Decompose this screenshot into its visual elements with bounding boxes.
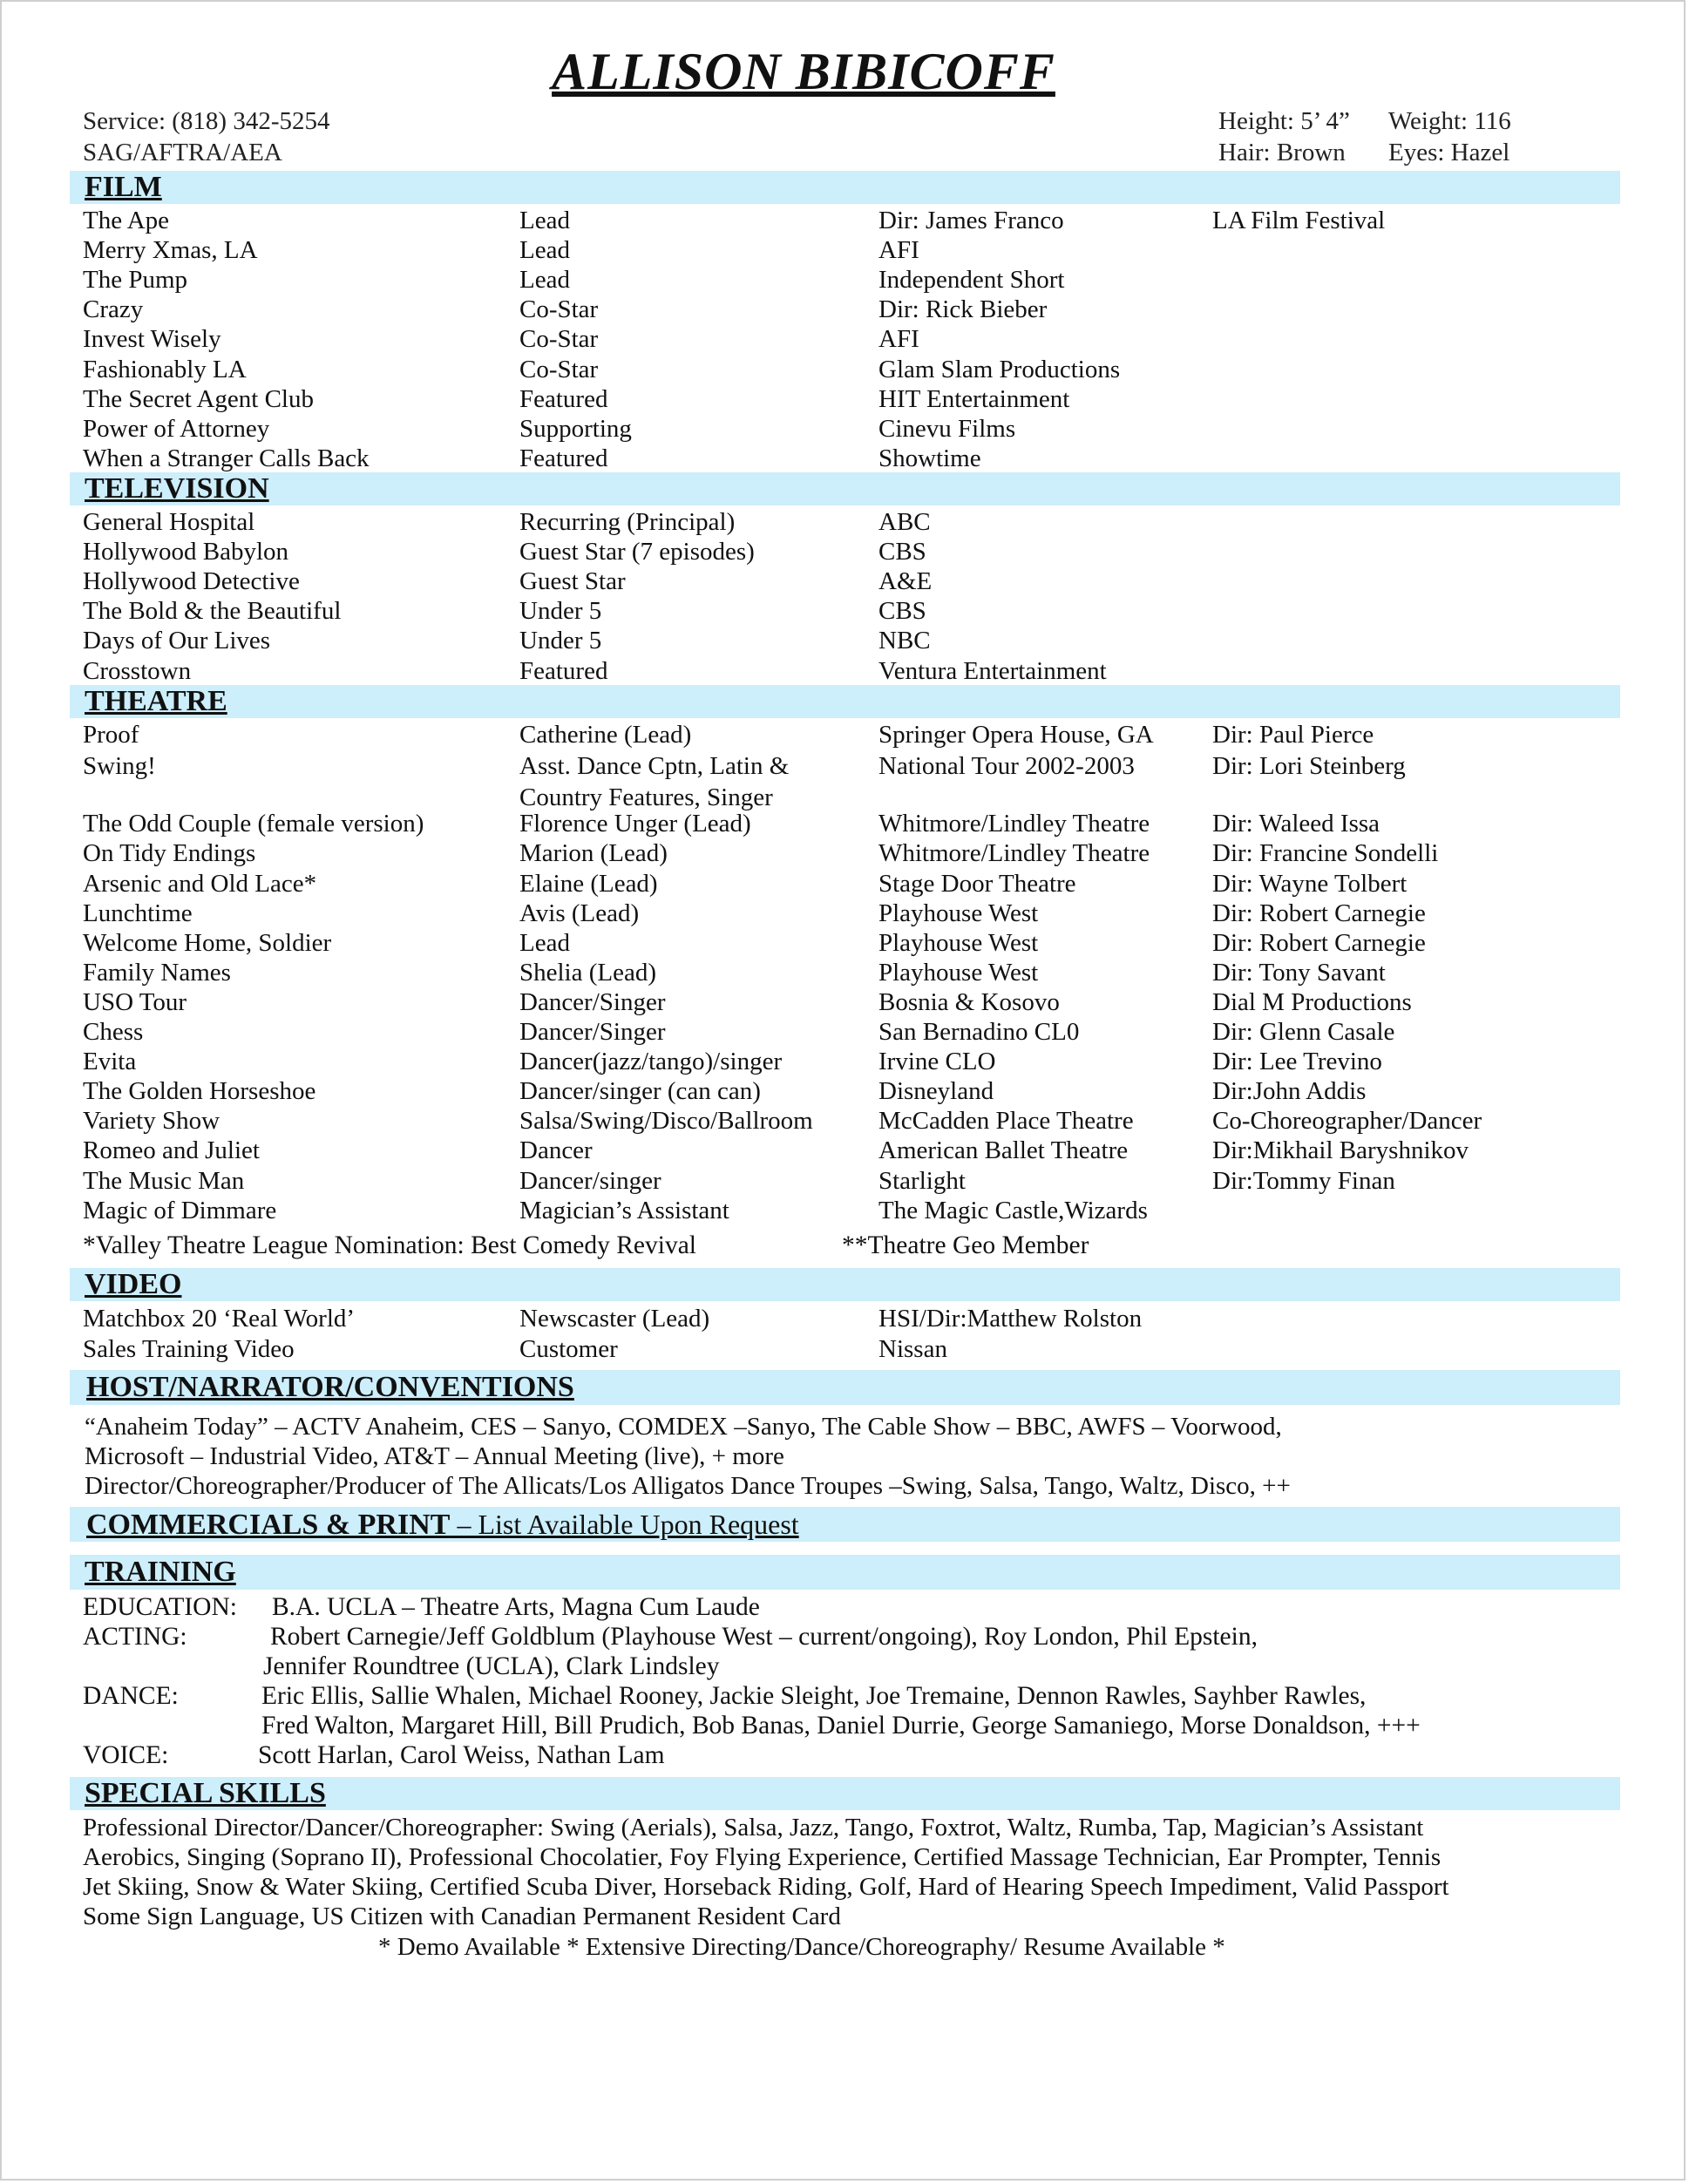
credit-venue: AFI — [878, 236, 919, 265]
credit-venue: A&E — [878, 567, 933, 596]
credit-venue: CBS — [878, 538, 926, 566]
credit-title: The Secret Agent Club — [83, 384, 314, 413]
credit-role: Newscaster (Lead) — [519, 1305, 710, 1333]
credit-row — [2, 1047, 1689, 1076]
theatre-section-title: THEATRE — [85, 685, 227, 717]
credit-venue: Playhouse West — [878, 928, 1039, 957]
credit-title: Fashionably LA — [83, 355, 247, 383]
credit-venue: Cinevu Films — [878, 414, 1016, 443]
credit-director: Dir: Wayne Tolbert — [1212, 869, 1408, 898]
credit-row — [2, 596, 1689, 626]
credit-venue: Ventura Entertainment — [878, 656, 1107, 685]
credit-director: Dir: Lori Steinberg — [1212, 752, 1406, 781]
credit-role: Under 5 — [519, 627, 602, 655]
skills-line: Jet Skiing, Snow & Water Skiing, Certified Scuba Diver, Horseback Riding, Golf, Hard of Hearing Speech Impediment, Valid Passport — [83, 1873, 1449, 1901]
credit-title: Power of Attorney — [83, 414, 270, 443]
service-phone: Service: (818) 342-5254 — [83, 107, 330, 135]
credit-row — [2, 751, 1689, 781]
credit-role: Guest Star — [519, 567, 626, 596]
credit-venue: San Bernadino CL0 — [878, 1018, 1080, 1046]
credit-title: Invest Wisely — [83, 325, 221, 354]
education-detail: B.A. UCLA – Theatre Arts, Magna Cum Laude — [272, 1593, 760, 1621]
credit-venue: National Tour 2002-2003 — [878, 752, 1135, 781]
credit-title: Proof — [83, 721, 139, 749]
credit-role: Catherine (Lead) — [519, 721, 692, 749]
video-section-bar — [70, 1268, 1620, 1301]
credit-title: When a Stranger Calls Back — [83, 444, 370, 472]
credit-row — [2, 324, 1689, 354]
credit-row — [2, 355, 1689, 384]
education-label: EDUCATION: — [83, 1593, 237, 1621]
credit-role: Shelia (Lead) — [519, 958, 657, 987]
credit-title: Evita — [83, 1048, 137, 1076]
credit-role: Magician’s Assistant — [519, 1196, 729, 1224]
credit-title: The Music Man — [83, 1166, 245, 1195]
credit-title: The Pump — [83, 266, 188, 295]
credit-venue: HIT Entertainment — [878, 384, 1070, 413]
credit-title: Crosstown — [83, 656, 192, 685]
video-section-title: VIDEO — [85, 1268, 182, 1300]
television-section-title: TELEVISION — [85, 472, 269, 505]
credit-venue: CBS — [878, 597, 926, 626]
credit-venue: Dir: Rick Bieber — [878, 295, 1048, 324]
credit-title: Swing! — [83, 752, 156, 781]
host-line: Microsoft – Industrial Video, AT&T – Annual Meeting (live), + more — [85, 1442, 784, 1470]
height-stat: Height: 5’ 4” — [1218, 107, 1350, 135]
credit-role: Avis (Lead) — [519, 899, 640, 927]
credit-venue: NBC — [878, 627, 931, 655]
credit-director: Dir: Paul Pierce — [1212, 721, 1374, 749]
credit-role: Dancer/singer (can can) — [519, 1077, 761, 1106]
credit-title: Merry Xmas, LA — [83, 236, 258, 265]
training-section-bar — [70, 1555, 1620, 1590]
film-section-bar — [70, 171, 1620, 204]
weight-stat: Weight: 116 — [1388, 107, 1511, 135]
credit-row — [2, 265, 1689, 295]
credit-row — [2, 809, 1689, 838]
credit-title: The Golden Horseshoe — [83, 1077, 316, 1106]
voice-teachers: Scott Harlan, Carol Weiss, Nathan Lam — [258, 1741, 665, 1769]
credit-title: Days of Our Lives — [83, 627, 271, 655]
credit-director: Dir:Mikhail Baryshnikov — [1212, 1136, 1469, 1165]
credit-row — [2, 987, 1689, 1017]
credit-role: Lead — [519, 207, 570, 234]
credit-row — [2, 1106, 1689, 1136]
credit-role: Salsa/Swing/Disco/Ballroom — [519, 1107, 813, 1136]
hair-stat: Hair: Brown — [1218, 139, 1346, 166]
theatre-geo-note: **Theatre Geo Member — [842, 1231, 1089, 1259]
credit-venue: Glam Slam Productions — [878, 355, 1121, 383]
credit-title: Lunchtime — [83, 899, 193, 927]
credit-title: Crazy — [83, 295, 144, 324]
commercials-section-title — [86, 1508, 799, 1542]
credit-role: Customer — [519, 1335, 618, 1363]
credit-title: Chess — [83, 1018, 144, 1046]
credit-venue: ABC — [878, 508, 931, 536]
credit-director: LA Film Festival — [1212, 207, 1386, 234]
credit-role: Supporting — [519, 414, 632, 443]
dance-teachers: Eric Ellis, Sallie Whalen, Michael Rooney, Jackie Sleight, Joe Tremaine, Dennon Rawles, Sayhber Rawles, — [261, 1682, 1367, 1710]
credit-venue: The Magic Castle,Wizards — [878, 1196, 1148, 1224]
skills-line: Professional Director/Dancer/Choreographer: Swing (Aerials), Salsa, Jazz, Tango, Foxtrot, Waltz, Rumba, Tap, Magician’s Assistant — [83, 1814, 1424, 1841]
host-line: “Anaheim Today” – ACTV Anaheim, CES – Sanyo, COMDEX –Sanyo, The Cable Show – BBC, AWFS – Voorwood, — [85, 1413, 1282, 1441]
credit-role: Elaine (Lead) — [519, 869, 658, 898]
credit-venue: Springer Opera House, GA — [878, 721, 1154, 749]
credit-venue: Nissan — [878, 1335, 947, 1363]
credit-role: Featured — [519, 656, 608, 685]
credit-venue: Starlight — [878, 1166, 966, 1195]
credit-row — [2, 958, 1689, 987]
credit-director: Dir: Robert Carnegie — [1212, 899, 1426, 927]
commercials-title-text: COMMERCIALS & PRINT — [86, 1509, 451, 1541]
credit-director: Dial M Productions — [1212, 987, 1412, 1016]
credit-director: Co-Choreographer/Dancer — [1212, 1107, 1482, 1136]
credit-venue: Irvine CLO — [878, 1048, 996, 1076]
credit-venue: Showtime — [878, 444, 981, 472]
credit-title: Matchbox 20 ‘Real World’ — [83, 1305, 356, 1333]
credit-role: Co-Star — [519, 325, 599, 354]
credit-director: Dir: Lee Trevino — [1212, 1048, 1382, 1076]
acting-teachers: Robert Carnegie/Jeff Goldblum (Playhouse West – current/ongoing), Roy London, Phil Epstein, — [270, 1623, 1258, 1651]
actor-name: ALLISON BIBICOFF — [552, 43, 1055, 100]
credit-row — [2, 656, 1689, 686]
voice-label: VOICE: — [83, 1741, 169, 1769]
host-line: Director/Choreographer/Producer of The Allicats/Los Alligatos Dance Troupes –Swing, Salsa, Tango, Waltz, Disco, ++ — [85, 1472, 1291, 1500]
credit-row — [2, 783, 1689, 812]
commercials-availability: – List Available Upon Request — [450, 1509, 799, 1540]
credit-row — [2, 838, 1689, 868]
acting-teachers-continued: Jennifer Roundtree (UCLA), Clark Lindsley — [263, 1652, 720, 1680]
credit-row — [2, 444, 1689, 473]
credit-title: Family Names — [83, 958, 231, 987]
credit-venue: Playhouse West — [878, 899, 1039, 927]
credit-row — [2, 507, 1689, 537]
credit-role: Co-Star — [519, 295, 599, 324]
theatre-nomination-note: *Valley Theatre League Nomination: Best Comedy Revival — [83, 1231, 696, 1259]
credit-venue: AFI — [878, 325, 919, 354]
credit-role: Lead — [519, 928, 570, 957]
dance-label: DANCE: — [83, 1682, 179, 1710]
credit-role: Featured — [519, 384, 608, 413]
credit-title: The Odd Couple (female version) — [83, 810, 424, 838]
availability-footer: * Demo Available * Extensive Directing/Dance/Choreography/ Resume Available * — [378, 1933, 1225, 1961]
credit-row — [2, 1076, 1689, 1106]
credit-title: Romeo and Juliet — [83, 1136, 260, 1165]
skills-line: Aerobics, Singing (Soprano II), Professional Chocolatier, Foy Flying Experience, Certified Massage Technician, Ear Prompter, Tennis — [83, 1843, 1441, 1871]
credit-director: Dir:Tommy Finan — [1212, 1166, 1395, 1195]
credit-title: Magic of Dimmare — [83, 1196, 277, 1224]
credit-row — [2, 869, 1689, 899]
credit-row — [2, 720, 1689, 749]
credit-row — [2, 537, 1689, 566]
credit-row — [2, 1304, 1689, 1333]
credit-role: Dancer(jazz/tango)/singer — [519, 1048, 783, 1076]
skills-line: Some Sign Language, US Citizen with Canadian Permanent Resident Card — [83, 1903, 841, 1930]
credit-title: Hollywood Detective — [83, 567, 300, 596]
film-section-title: FILM — [85, 171, 162, 203]
credit-role: Dancer — [519, 1136, 593, 1165]
credit-role: Featured — [519, 444, 608, 472]
union-affiliations: SAG/AFTRA/AEA — [83, 139, 282, 166]
credit-director: Dir: Glenn Casale — [1212, 1018, 1395, 1046]
credit-title: The Bold & the Beautiful — [83, 597, 342, 626]
credit-title: Variety Show — [83, 1107, 220, 1136]
credit-row — [2, 1166, 1689, 1196]
credit-row — [2, 626, 1689, 655]
credit-row — [2, 235, 1689, 265]
credit-row — [2, 1334, 1689, 1364]
credit-title: The Ape — [83, 207, 170, 234]
credit-role: Dancer/singer — [519, 1166, 661, 1195]
credit-role: Guest Star (7 episodes) — [519, 538, 755, 566]
credit-row — [2, 414, 1689, 444]
credit-row — [2, 206, 1689, 235]
theatre-section-bar — [70, 685, 1620, 718]
credit-title: On Tidy Endings — [83, 839, 256, 868]
credit-venue: McCadden Place Theatre — [878, 1107, 1134, 1136]
credit-role: Under 5 — [519, 597, 602, 626]
television-section-bar — [70, 472, 1620, 505]
credit-venue: Dir: James Franco — [878, 207, 1064, 234]
credit-director: Dir: Tony Savant — [1212, 958, 1386, 987]
credit-role: Co-Star — [519, 355, 599, 383]
credit-venue: Stage Door Theatre — [878, 869, 1076, 898]
credit-director: Dir:John Addis — [1212, 1077, 1367, 1106]
credit-row — [2, 899, 1689, 928]
credit-role: Florence Unger (Lead) — [519, 810, 751, 838]
credit-row — [2, 1196, 1689, 1225]
credit-director: Dir: Francine Sondelli — [1212, 839, 1439, 868]
credit-title: General Hospital — [83, 508, 255, 536]
credit-title: Arsenic and Old Lace* — [83, 869, 317, 898]
credit-row — [2, 1136, 1689, 1165]
credit-venue: Whitmore/Lindley Theatre — [878, 839, 1150, 868]
credit-role: Lead — [519, 236, 570, 265]
credit-venue: HSI/Dir:Matthew Rolston — [878, 1305, 1143, 1333]
credit-venue: Playhouse West — [878, 958, 1039, 987]
credit-role: Asst. Dance Cptn, Latin & — [519, 752, 790, 781]
credit-row — [2, 566, 1689, 596]
skills-section-title: SPECIAL SKILLS — [85, 1777, 326, 1809]
credit-venue: Whitmore/Lindley Theatre — [878, 810, 1150, 838]
credit-role: Lead — [519, 266, 570, 295]
credit-role: Country Features, Singer — [519, 783, 773, 812]
credit-director: Dir: Waleed Issa — [1212, 810, 1380, 838]
host-section-title: HOST/NARRATOR/CONVENTIONS — [86, 1371, 574, 1403]
credit-venue: Disneyland — [878, 1077, 994, 1106]
eyes-stat: Eyes: Hazel — [1388, 139, 1510, 166]
credit-venue: Independent Short — [878, 266, 1065, 295]
credit-row — [2, 384, 1689, 414]
credit-role: Dancer/Singer — [519, 987, 666, 1016]
credit-venue: Bosnia & Kosovo — [878, 987, 1060, 1016]
acting-label: ACTING: — [83, 1623, 187, 1651]
credit-row — [2, 928, 1689, 958]
credit-venue: American Ballet Theatre — [878, 1136, 1129, 1165]
dance-teachers-continued: Fred Walton, Margaret Hill, Bill Prudich, Bob Banas, Daniel Durrie, George Samaniego, Morse Donaldson, +++ — [261, 1712, 1421, 1740]
credit-title: Hollywood Babylon — [83, 538, 289, 566]
credit-row — [2, 295, 1689, 324]
credit-role: Dancer/Singer — [519, 1018, 666, 1046]
credit-role: Marion (Lead) — [519, 839, 668, 868]
credit-title: Sales Training Video — [83, 1335, 295, 1363]
training-section-title: TRAINING — [85, 1556, 236, 1588]
credit-title: USO Tour — [83, 987, 187, 1016]
credit-role: Recurring (Principal) — [519, 508, 736, 536]
credit-director: Dir: Robert Carnegie — [1212, 928, 1426, 957]
credit-title: Welcome Home, Soldier — [83, 928, 332, 957]
credit-row — [2, 1017, 1689, 1047]
